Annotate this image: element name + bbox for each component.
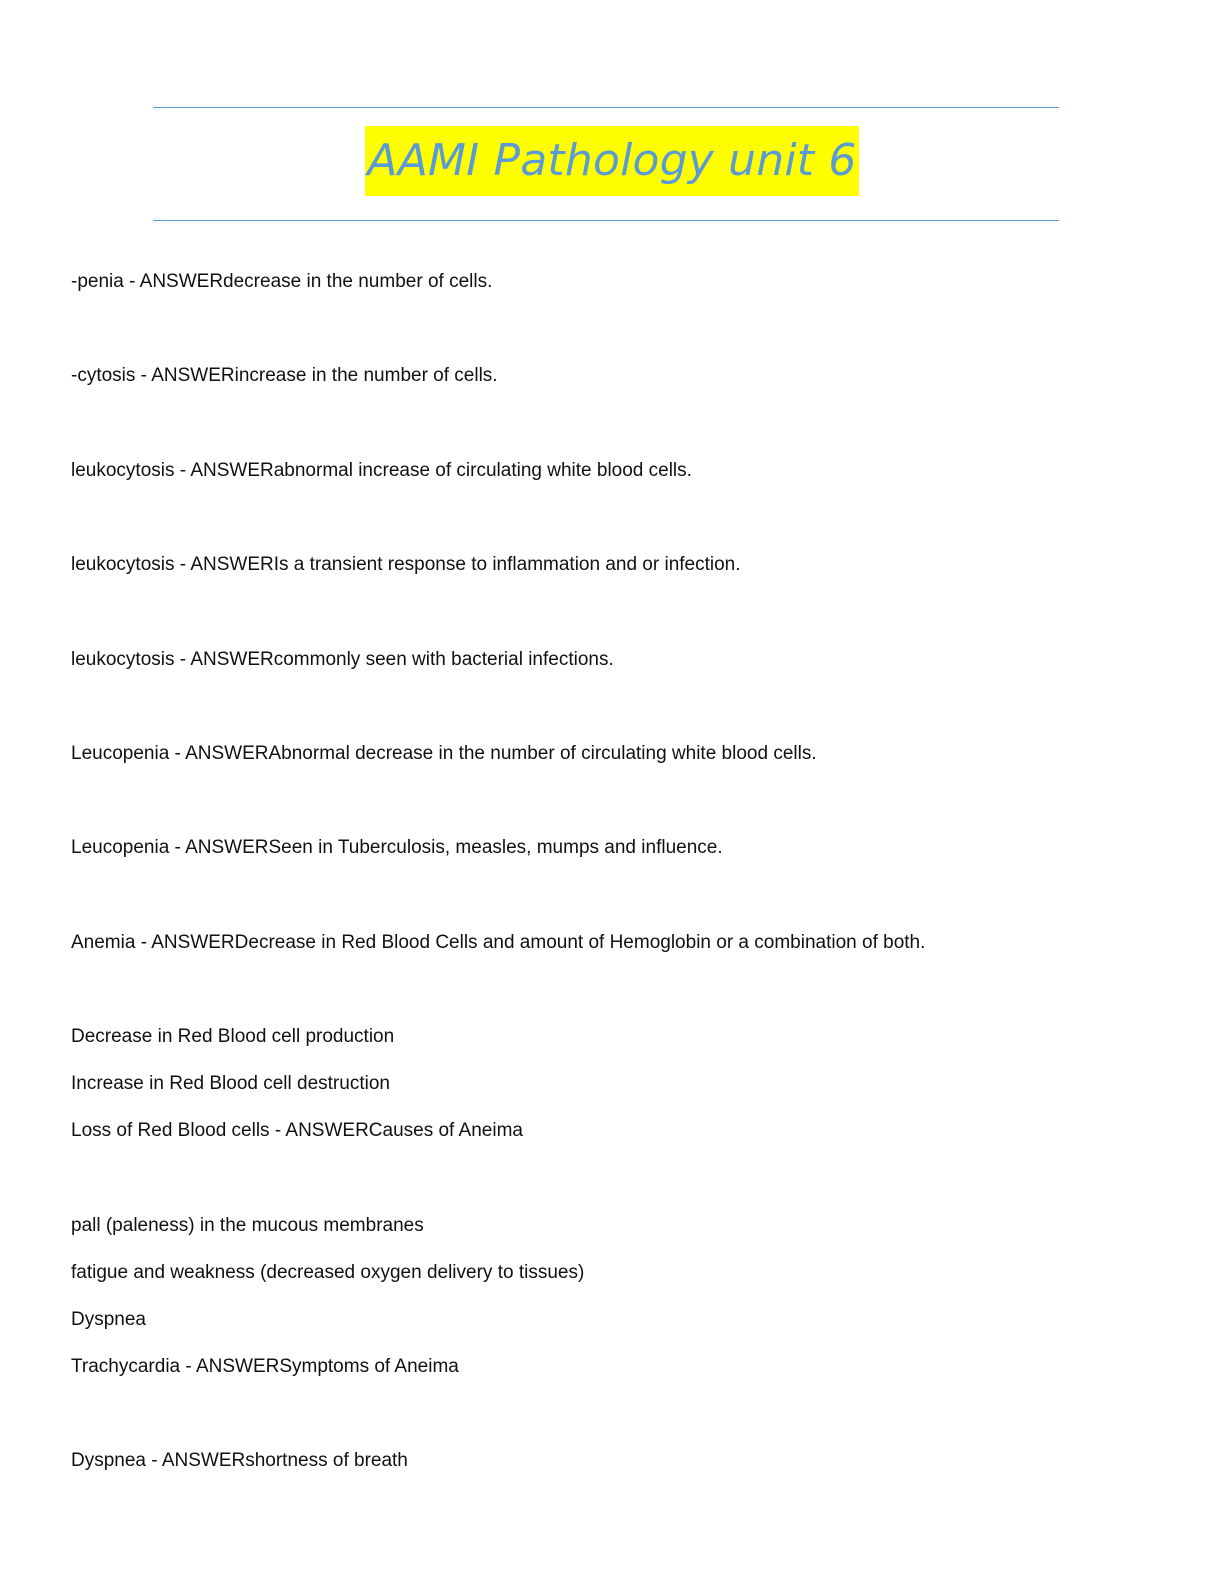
document-title: AAMI Pathology unit 6	[365, 126, 858, 196]
entry-line: leukocytosis - ANSWERabnormal increase of circulating white blood cells.	[71, 459, 692, 481]
flashcard-entry	[71, 824, 1151, 871]
title-bottom-rule	[153, 220, 1059, 221]
flashcard-entry	[71, 1202, 1151, 1390]
entry-line: fatigue and weakness (decreased oxygen delivery to tissues)	[71, 1261, 585, 1283]
entry-line: Leucopenia - ANSWERAbnormal decrease in the number of circulating white blood cells.	[71, 742, 817, 764]
entry-line: leukocytosis - ANSWERIs a transient response to inflammation and or infection.	[71, 554, 741, 576]
flashcard-entry	[71, 541, 1151, 588]
flashcard-entry	[71, 730, 1151, 777]
entry-line: Dyspnea - ANSWERshortness of breath	[71, 1449, 408, 1471]
flashcard-entry	[71, 352, 1151, 399]
flashcard-list	[71, 258, 1151, 1531]
entry-line: Anemia - ANSWERDecrease in Red Blood Cells and amount of Hemoglobin or a combination of both.	[71, 931, 926, 953]
entry-line: pall (paleness) in the mucous membranes	[71, 1214, 424, 1236]
flashcard-entry	[71, 919, 1151, 966]
entry-line: -penia - ANSWERdecrease in the number of cells.	[71, 271, 493, 292]
entry-line: Leucopenia - ANSWERSeen in Tuberculosis, measles, mumps and influence.	[71, 837, 723, 859]
entry-line: Increase in Red Blood cell destruction	[71, 1073, 390, 1095]
entry-line: Trachycardia - ANSWERSymptoms of Aneima	[71, 1355, 459, 1377]
entry-line: leukocytosis - ANSWERcommonly seen with bacterial infections.	[71, 648, 614, 670]
title-container	[0, 126, 1224, 196]
entry-line: Decrease in Red Blood cell production	[71, 1026, 395, 1048]
title-top-rule	[153, 107, 1059, 108]
flashcard-entry	[71, 636, 1151, 683]
entry-line: -cytosis - ANSWERincrease in the number of cells.	[71, 365, 498, 387]
flashcard-entry	[71, 447, 1151, 494]
flashcard-entry	[71, 258, 1151, 305]
entry-line: Loss of Red Blood cells - ANSWERCauses of Aneima	[71, 1120, 523, 1142]
entry-line: Dyspnea	[71, 1308, 146, 1330]
flashcard-entry	[71, 1013, 1151, 1154]
flashcard-entry	[71, 1437, 1151, 1484]
